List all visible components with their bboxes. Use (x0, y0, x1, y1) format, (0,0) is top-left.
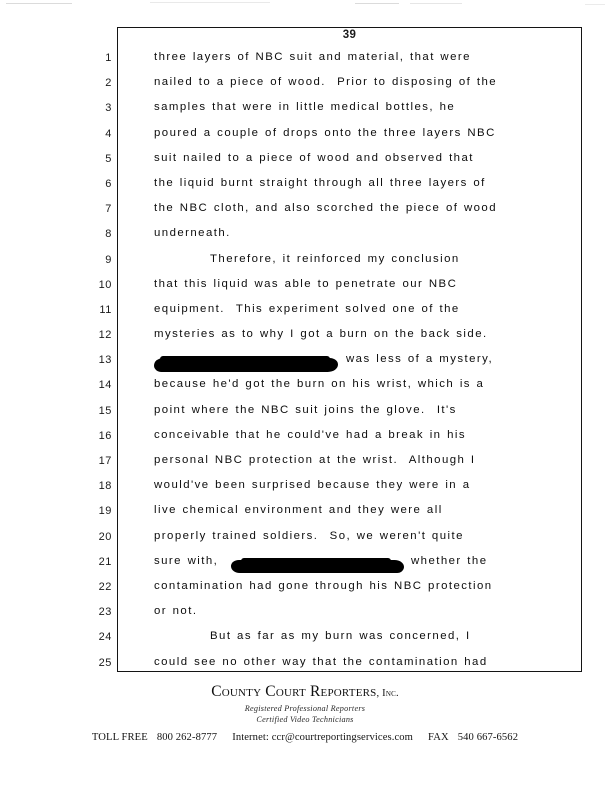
fax-label: FAX (428, 732, 449, 743)
transcript-line (98, 375, 581, 400)
transcript-line-text: the NBC cloth, and also scorched the piece of wood (154, 202, 498, 215)
line-number: 8 (105, 228, 112, 241)
page-number: 39 (342, 29, 357, 41)
transcript-line (105, 98, 581, 123)
line-number: 21 (98, 555, 112, 568)
redaction-bar (231, 560, 404, 573)
transcript-line-text: suit nailed to a piece of wood and observed that (154, 151, 474, 164)
transcript-line-text: or not. (154, 605, 198, 618)
line-number: 5 (105, 152, 112, 165)
line-number: 13 (98, 354, 112, 367)
transcript-line-text: contamination had gone through his NBC protection (154, 579, 493, 592)
transcript-line-text: equipment. This experiment solved one of the (154, 302, 460, 315)
footer-credential-line-2: Certified Video Technicians (256, 714, 354, 724)
scan-artifact (355, 3, 399, 4)
toll-free-label: TOLL FREE (91, 732, 148, 743)
transcript-line-text: sure with, (154, 554, 219, 567)
transcript-line-text: was less of a mystery, (346, 353, 494, 366)
line-number: 7 (105, 203, 112, 216)
transcript-line (98, 325, 581, 350)
scan-artifact (585, 4, 605, 5)
transcript-line (105, 149, 581, 174)
line-number: 11 (99, 303, 112, 316)
line-number: 1 (105, 52, 112, 64)
transcript-line (105, 174, 581, 199)
footer-contact-line (0, 732, 610, 743)
transcript-line (98, 426, 581, 451)
transcript-line-text: mysteries as to why I got a burn on the back side. (154, 328, 488, 341)
transcript-line (98, 627, 581, 652)
internet-label: Internet: (232, 732, 269, 743)
transcript-line (98, 451, 581, 476)
transcript-line-text: properly trained soldiers. So, we weren't quite (154, 529, 464, 542)
transcript-line (98, 602, 581, 627)
transcript-line-text: poured a couple of drops onto the three layers NBC (154, 126, 496, 139)
footer-company-main: County Court Reporters (211, 683, 377, 700)
transcript-line (105, 48, 581, 73)
line-number: 14 (98, 379, 112, 392)
line-number: 19 (98, 505, 112, 518)
transcript-line-text: three layers of NBC suit and material, that were (154, 51, 471, 63)
transcript-line (105, 73, 581, 98)
line-number: 3 (105, 102, 112, 115)
line-number: 6 (105, 177, 112, 190)
transcript-line-text: that this liquid was able to penetrate our NBC (154, 277, 458, 290)
transcript-line-text: live chemical environment and they were all (154, 504, 443, 517)
transcript-line (98, 552, 581, 577)
line-number: 18 (98, 480, 112, 493)
fax-number: 540 667-6562 (457, 732, 519, 743)
line-number: 12 (98, 329, 112, 342)
line-number: 9 (105, 253, 112, 266)
transcript-line (105, 199, 581, 224)
line-number: 17 (98, 455, 112, 467)
transcript-line (98, 401, 581, 426)
scan-artifact (6, 3, 72, 4)
transcript-line (98, 350, 581, 375)
transcript-line (98, 476, 581, 501)
scan-artifact (150, 2, 270, 3)
transcript-ruled-box (98, 27, 582, 672)
transcript-line (105, 124, 581, 149)
scan-artifact (410, 3, 462, 4)
email-address: ccr@courtreportingservices.com (271, 732, 414, 743)
transcript-line-text: Therefore, it reinforced my conclusion (210, 252, 460, 265)
line-number: 24 (98, 631, 112, 644)
line-number: 23 (98, 606, 112, 619)
line-number: 22 (98, 580, 112, 593)
transcript-line-text: would've been surprised because they were in a (154, 479, 471, 492)
transcript-line-text: personal NBC protection at the wrist. Although I (154, 454, 476, 466)
transcript-line-text: conceivable that he could've had a break in his (154, 428, 466, 441)
transcript-line-text: nailed to a piece of wood. Prior to disposing of the (154, 76, 498, 89)
transcript-line-text: underneath. (154, 227, 231, 240)
line-number: 25 (98, 656, 112, 669)
transcript-line (98, 275, 581, 300)
transcript-line-text: samples that were in little medical bottles, he (154, 101, 456, 114)
footer-company-suffix: , Inc. (376, 688, 399, 699)
transcript-line (105, 250, 581, 275)
footer-credential-line-1: Registered Professional Reporters (244, 704, 366, 713)
transcript-line (98, 577, 581, 602)
redaction-bar (154, 358, 338, 372)
transcript-line (99, 300, 581, 325)
line-number: 10 (98, 278, 112, 291)
footer-company-name (0, 683, 610, 701)
transcript-line (98, 527, 581, 552)
transcript-line-text: because he'd got the burn on his wrist, which is a (154, 378, 485, 391)
transcript-line (98, 653, 581, 678)
line-number: 16 (98, 429, 112, 442)
transcript-line-text: could see no other way that the contamination had (154, 655, 488, 668)
transcript-lines (98, 48, 581, 678)
transcript-line-text: point where the NBC suit joins the glove. It's (154, 403, 457, 416)
line-number: 15 (98, 404, 112, 417)
transcript-line (105, 224, 581, 249)
transcript-line (98, 501, 581, 526)
transcript-line-text: the liquid burnt straight through all three layers of (154, 176, 486, 189)
page-footer (0, 683, 610, 743)
line-number: 2 (105, 77, 112, 90)
toll-free-number: 800 262-8777 (156, 732, 218, 743)
line-number: 20 (98, 530, 112, 543)
transcript-line-text: But as far as my burn was concerned, I (210, 630, 471, 643)
line-number: 4 (105, 127, 112, 140)
transcript-line-text-after-redaction: whether the (411, 554, 488, 567)
